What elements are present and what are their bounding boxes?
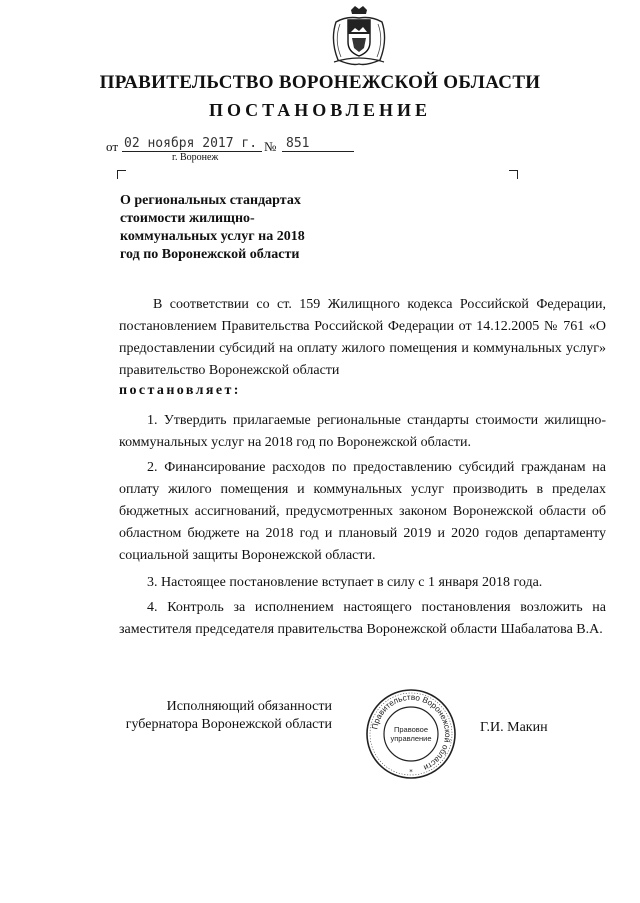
signatory-position: Исполняющий обязанности губернатора Воронежской области: [125, 699, 332, 732]
official-stamp: [365, 688, 457, 780]
date-prefix: от: [106, 139, 119, 154]
document-subject: О региональных стандартах стоимости жилищно-коммунальных услуг на 2018 год по Воронежской области: [120, 193, 305, 262]
subject-bracket-right: [509, 170, 518, 179]
resolves-heading: постановляет:: [119, 383, 241, 398]
item-2: 2. Финансирование расходов по предоставлению субсидий гражданам на оплату жилого помещения и коммунальных услуг производить в пределах бюджетных ассигнований, предусмотренных законом Воронежской области об областном бюджете на 2018 год и плановый 2019 и 2020 годов департаменту социальной защиты Воронежской области.: [119, 460, 606, 563]
document-date: 02 ноября 2017 г.: [122, 136, 262, 152]
stamp-ring-text: Правительство Воронежской области: [370, 692, 453, 773]
stamp-center-text: Правовое управление: [390, 725, 432, 743]
item-4: 4. Контроль за исполнением настоящего постановления возложить на заместителя председателя правительства Воронежской области Шабалатова В.А.: [119, 600, 606, 637]
city-label: г. Воронеж: [172, 152, 219, 163]
subject-bracket-left: [117, 170, 126, 179]
signatory-name: Г.И. Макин: [480, 720, 548, 735]
preamble-paragraph: [119, 294, 606, 382]
item-1: 1. Утвердить прилагаемые региональные стандарты стоимости жилищно-коммунальных услуг на 2018 год по Воронежской области.: [119, 413, 606, 450]
preamble-text: В соответствии со ст. 159 Жилищного кодекса Российской Федерации, постановлением Правительства Российской Федерации от 14.12.2005 № 761 «О предоставлении субсидий на оплату жилого помещения и коммунальных услуг» правительство Воронежской области: [119, 297, 606, 378]
item-3: 3. Настоящее постановление вступает в силу с 1 января 2018 года.: [147, 575, 543, 590]
document-type-title: ПОСТАНОВЛЕНИЕ: [208, 100, 432, 120]
coat-of-arms-emblem: [324, 4, 394, 66]
svg-text:*: *: [409, 768, 413, 776]
document-number: 851: [282, 136, 354, 152]
number-sign: №: [264, 139, 277, 154]
government-title: ПРАВИТЕЛЬСТВО ВОРОНЕЖСКОЙ ОБЛАСТИ: [99, 72, 541, 93]
